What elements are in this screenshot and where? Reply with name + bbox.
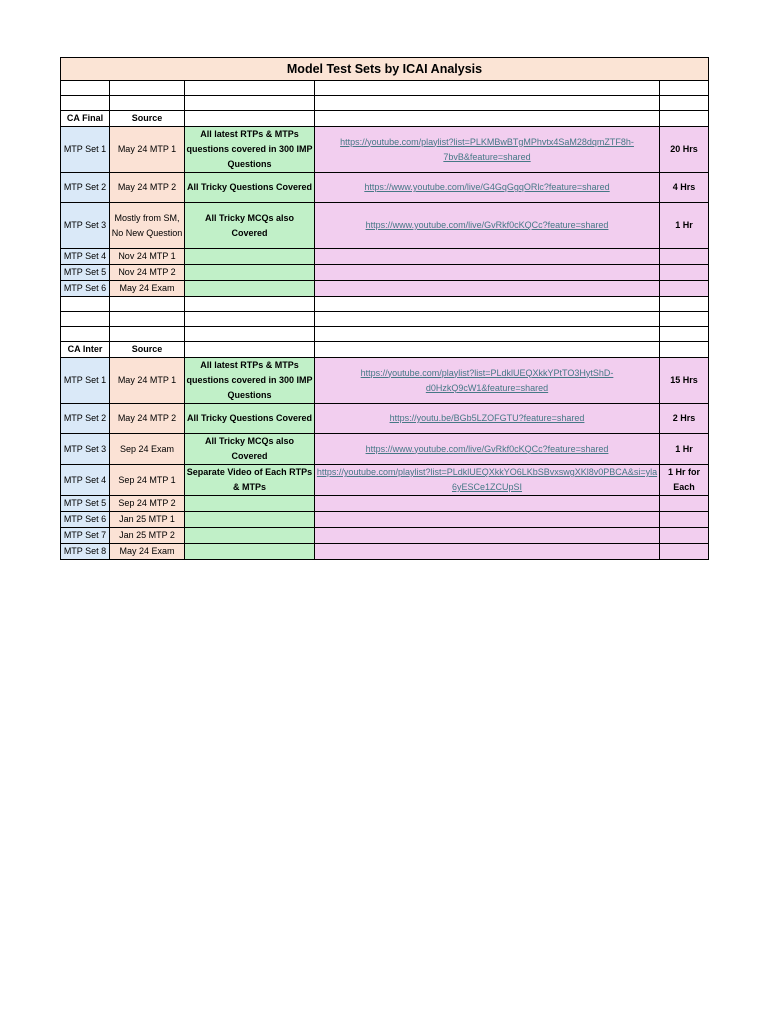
description-cell	[185, 265, 315, 281]
duration-cell	[660, 281, 709, 297]
set-cell: MTP Set 4	[61, 465, 110, 496]
source-cell: Sep 24 Exam	[110, 434, 185, 465]
source-header: Source	[110, 342, 185, 358]
set-cell: MTP Set 2	[61, 404, 110, 434]
description-cell: All Tricky MCQs also Covered	[185, 434, 315, 465]
set-cell: MTP Set 3	[61, 434, 110, 465]
link-cell	[315, 544, 660, 560]
set-cell: MTP Set 4	[61, 249, 110, 265]
source-cell: Mostly from SM, No New Question	[110, 203, 185, 249]
table-row	[61, 528, 709, 544]
source-cell: Nov 24 MTP 1	[110, 249, 185, 265]
link-cell	[315, 434, 660, 465]
source-cell: Sep 24 MTP 2	[110, 496, 185, 512]
duration-cell: 2 Hrs	[660, 404, 709, 434]
source-cell: May 24 Exam	[110, 544, 185, 560]
link-cell	[315, 203, 660, 249]
set-cell: MTP Set 7	[61, 528, 110, 544]
table-row	[61, 203, 709, 249]
blank-row	[61, 312, 709, 327]
description-cell	[185, 528, 315, 544]
description-cell	[185, 249, 315, 265]
link-cell	[315, 127, 660, 173]
table-row	[61, 249, 709, 265]
table-row	[61, 404, 709, 434]
set-cell: MTP Set 1	[61, 358, 110, 404]
table-row	[61, 544, 709, 560]
description-cell: All latest RTPs & MTPs questions covered in 300 IMP Questions	[185, 358, 315, 404]
source-cell: May 24 MTP 1	[110, 358, 185, 404]
description-cell	[185, 496, 315, 512]
duration-cell: 20 Hrs	[660, 127, 709, 173]
link-cell	[315, 465, 660, 496]
table-row	[61, 434, 709, 465]
video-link[interactable]: https://youtube.com/playlist?list=PLdklUEQXkkYPtTO3HytShD-d0HzkQ9cW1&feature=shared	[360, 367, 614, 393]
blank-row	[61, 297, 709, 312]
blank-row	[61, 96, 709, 111]
link-cell	[315, 528, 660, 544]
description-cell	[185, 281, 315, 297]
source-cell: Sep 24 MTP 1	[110, 465, 185, 496]
set-cell: MTP Set 6	[61, 281, 110, 297]
table-row	[61, 127, 709, 173]
description-cell: All Tricky Questions Covered	[185, 173, 315, 203]
set-cell: MTP Set 3	[61, 203, 110, 249]
source-cell: May 24 Exam	[110, 281, 185, 297]
duration-cell	[660, 249, 709, 265]
link-cell	[315, 512, 660, 528]
video-link[interactable]: https://youtu.be/BGb5LZOFGTU?feature=shared	[389, 413, 585, 423]
description-cell: All Tricky Questions Covered	[185, 404, 315, 434]
table-row	[61, 465, 709, 496]
video-link[interactable]: https://youtube.com/playlist?list=PLKMBwBTgMPhvtx4SaM28dqmZTF8h-7bvB&feature=shared	[340, 136, 634, 162]
source-cell: May 24 MTP 2	[110, 173, 185, 203]
source-cell: Jan 25 MTP 2	[110, 528, 185, 544]
source-cell: May 24 MTP 1	[110, 127, 185, 173]
duration-cell: 4 Hrs	[660, 173, 709, 203]
description-cell	[185, 544, 315, 560]
description-cell: All Tricky MCQs also Covered	[185, 203, 315, 249]
table-row	[61, 173, 709, 203]
link-cell	[315, 496, 660, 512]
duration-cell: 1 Hr	[660, 203, 709, 249]
duration-cell	[660, 265, 709, 281]
duration-cell	[660, 544, 709, 560]
ca-final-label: CA Final	[61, 111, 110, 127]
video-link[interactable]: https://www.youtube.com/live/G4GqGgqORlc?feature=shared	[364, 182, 610, 192]
link-cell	[315, 404, 660, 434]
blank-row	[61, 81, 709, 96]
table-row	[61, 512, 709, 528]
table-row	[61, 358, 709, 404]
sheet-title: Model Test Sets by ICAI Analysis	[61, 58, 709, 81]
video-link[interactable]: https://youtube.com/playlist?list=PLdklUEQXkkYO6LKbSBvxswgXKl8v0PBCA&si=yla6yESCe1ZCUpSI	[316, 467, 658, 492]
set-cell: MTP Set 6	[61, 512, 110, 528]
duration-cell: 1 Hr	[660, 434, 709, 465]
source-cell: May 24 MTP 2	[110, 404, 185, 434]
source-header: Source	[110, 111, 185, 127]
table-row	[61, 281, 709, 297]
duration-cell	[660, 512, 709, 528]
duration-cell	[660, 496, 709, 512]
set-cell: MTP Set 2	[61, 173, 110, 203]
video-link[interactable]: https://www.youtube.com/live/GvRkf0cKQCc?feature=shared	[365, 443, 609, 454]
ca-inter-header-row	[61, 342, 709, 358]
video-link[interactable]: https://www.youtube.com/live/GvRkf0cKQCc?feature=shared	[365, 220, 609, 230]
source-cell: Jan 25 MTP 1	[110, 512, 185, 528]
ca-inter-label: CA Inter	[61, 342, 110, 358]
set-cell: MTP Set 5	[61, 265, 110, 281]
link-cell	[315, 265, 660, 281]
ca-final-header-row	[61, 111, 709, 127]
description-cell: All latest RTPs & MTPs questions covered in 300 IMP Questions	[185, 127, 315, 173]
duration-cell: 15 Hrs	[660, 358, 709, 404]
set-cell: MTP Set 5	[61, 496, 110, 512]
table-row	[61, 496, 709, 512]
link-cell	[315, 173, 660, 203]
description-cell	[185, 512, 315, 528]
set-cell: MTP Set 8	[61, 544, 110, 560]
blank-row	[61, 327, 709, 342]
duration-cell: 1 Hr for Each	[660, 465, 709, 496]
table-row	[61, 265, 709, 281]
model-test-sets-table	[60, 57, 709, 560]
set-cell: MTP Set 1	[61, 127, 110, 173]
duration-cell	[660, 528, 709, 544]
source-cell: Nov 24 MTP 2	[110, 265, 185, 281]
link-cell	[315, 358, 660, 404]
link-cell	[315, 281, 660, 297]
link-cell	[315, 249, 660, 265]
description-cell: Separate Video of Each RTPs & MTPs	[185, 465, 315, 496]
title-row	[61, 58, 709, 81]
